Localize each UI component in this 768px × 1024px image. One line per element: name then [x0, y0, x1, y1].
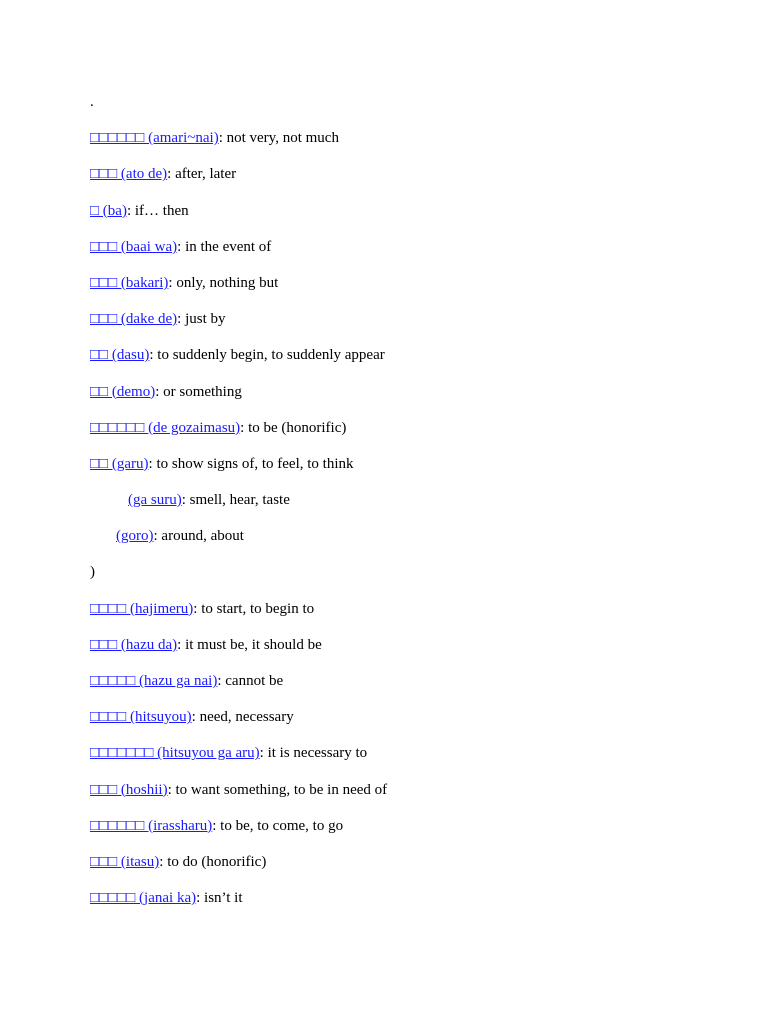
- entry-term-link[interactable]: □□□ (itasu): [90, 853, 160, 870]
- entry-definition: it must be, it should be: [185, 636, 322, 653]
- glossary-entry: [90, 671, 710, 691]
- entry-separator: :: [167, 166, 176, 183]
- glossary-entry: [90, 454, 710, 474]
- entry-separator: :: [212, 817, 221, 834]
- entry-definition: need, necessary: [199, 709, 294, 726]
- entry-term-text: (ga suru): [128, 492, 182, 509]
- entry-term-link[interactable]: □□□ (hoshii): [90, 781, 168, 798]
- entry-separator: :: [191, 709, 200, 726]
- entry-definition: cannot be: [225, 673, 284, 689]
- glossary-entry: [90, 707, 710, 727]
- entry-separator: :: [167, 781, 176, 798]
- entry-term-link[interactable]: □□ (dasu): [90, 347, 150, 364]
- entry-separator: :: [159, 853, 168, 870]
- glossary-page: [90, 92, 710, 924]
- entry-definition: it is necessary to: [267, 745, 368, 762]
- entry-separator: :: [218, 130, 227, 147]
- entry-separator: :: [168, 274, 177, 291]
- glossary-entry: [90, 888, 710, 908]
- entry-separator: :: [149, 347, 158, 364]
- entry-separator: :: [126, 202, 135, 219]
- entry-term-link[interactable]: □□□□ (hajimeru): [90, 600, 194, 617]
- entry-separator: :: [177, 636, 186, 653]
- entry-term-gap: [90, 503, 128, 504]
- entry-term-link[interactable]: □□□□□ (hazu ga nai): [90, 673, 218, 689]
- entry-definition: only, nothing but: [176, 274, 279, 291]
- entry-definition: around, about: [161, 528, 244, 545]
- entry-definition: not very, not much: [226, 130, 339, 147]
- entry-separator: :: [148, 455, 157, 472]
- entry-term-link[interactable]: □□□ (ato de): [90, 166, 168, 183]
- entry-definition: to be, to come, to go: [220, 817, 344, 834]
- entry-definition: if… then: [134, 202, 189, 219]
- entry-term-link[interactable]: □□□ (hazu da): [90, 636, 178, 653]
- entry-separator: :: [177, 311, 186, 328]
- lead-mark: .: [90, 94, 94, 110]
- glossary-entry: [90, 164, 710, 184]
- entry-term-link[interactable]: □□□□ (hitsuyou): [90, 709, 192, 726]
- entry-definition: to want something, to be in need of: [175, 781, 388, 798]
- entry-term-link[interactable]: □□□□□□ (amari~nai): [90, 130, 219, 147]
- glossary-entry: [90, 418, 710, 438]
- entry-separator: :: [217, 673, 226, 689]
- entry-definition: isn’t it: [204, 890, 243, 907]
- glossary-entry: [90, 780, 710, 800]
- entry-separator: :: [259, 745, 268, 762]
- entry-separator: :: [193, 600, 202, 617]
- glossary-entry: [90, 128, 710, 148]
- glossary-entry: [90, 345, 710, 365]
- entry-separator: :: [155, 383, 164, 400]
- entry-separator: :: [177, 238, 186, 255]
- entry-definition: to suddenly begin, to suddenly appear: [157, 347, 385, 364]
- entry-term-link[interactable]: [90, 528, 154, 544]
- entry-definition: or something: [163, 383, 242, 400]
- glossary-entry: [90, 237, 710, 257]
- entry-term-link[interactable]: □□□□□□ (de gozaimasu): [90, 419, 241, 436]
- entry-separator: :: [153, 528, 162, 545]
- entry-definition: after, later: [175, 166, 237, 183]
- entry-separator: :: [240, 419, 249, 436]
- glossary-entry: [90, 309, 710, 329]
- glossary-entry: [90, 852, 710, 872]
- entry-separator: :: [196, 890, 205, 907]
- entry-definition: to do (honorific): [167, 853, 267, 870]
- entry-term-link[interactable]: □□ (garu): [90, 455, 149, 472]
- entry-definition: in the event of: [185, 238, 272, 255]
- entry-definition: to show signs of, to feel, to think: [156, 455, 354, 472]
- glossary-entry: [90, 526, 710, 546]
- glossary-entry: [90, 201, 710, 221]
- entry-definition: to start, to begin to: [201, 600, 315, 617]
- entry-term-link[interactable]: □□□□□□□ (hitsuyou ga aru): [90, 745, 260, 762]
- entry-term-link[interactable]: □□□□□ (janai ka): [90, 890, 197, 907]
- glossary-entry: [90, 816, 710, 836]
- entry-term-link[interactable]: □□□ (dake de): [90, 311, 178, 328]
- entry-term-link[interactable]: □ (ba): [90, 202, 127, 219]
- entry-definition: to be (honorific): [248, 419, 347, 436]
- entry-term-link[interactable]: □□□□□□ (irassharu): [90, 817, 213, 834]
- entry-term-link[interactable]: □□□ (baai wa): [90, 238, 178, 255]
- glossary-entry: [90, 273, 710, 293]
- glossary-entry: [90, 382, 710, 402]
- entry-definition: just by: [185, 311, 226, 328]
- stray-mark: ): [90, 564, 95, 581]
- entry-separator: :: [181, 492, 190, 509]
- entry-term-link[interactable]: □□ (demo): [90, 383, 156, 400]
- glossary-entry: [90, 490, 710, 510]
- glossary-entry: [90, 743, 710, 763]
- glossary-entry: [90, 599, 710, 619]
- entry-term-link[interactable]: [90, 492, 182, 508]
- entry-term-text: (goro): [116, 528, 154, 545]
- glossary-entry: [90, 635, 710, 655]
- entry-definition: smell, hear, taste: [189, 492, 290, 509]
- entry-term-link[interactable]: □□□ (bakari): [90, 274, 169, 291]
- entry-term-gap: [90, 539, 116, 540]
